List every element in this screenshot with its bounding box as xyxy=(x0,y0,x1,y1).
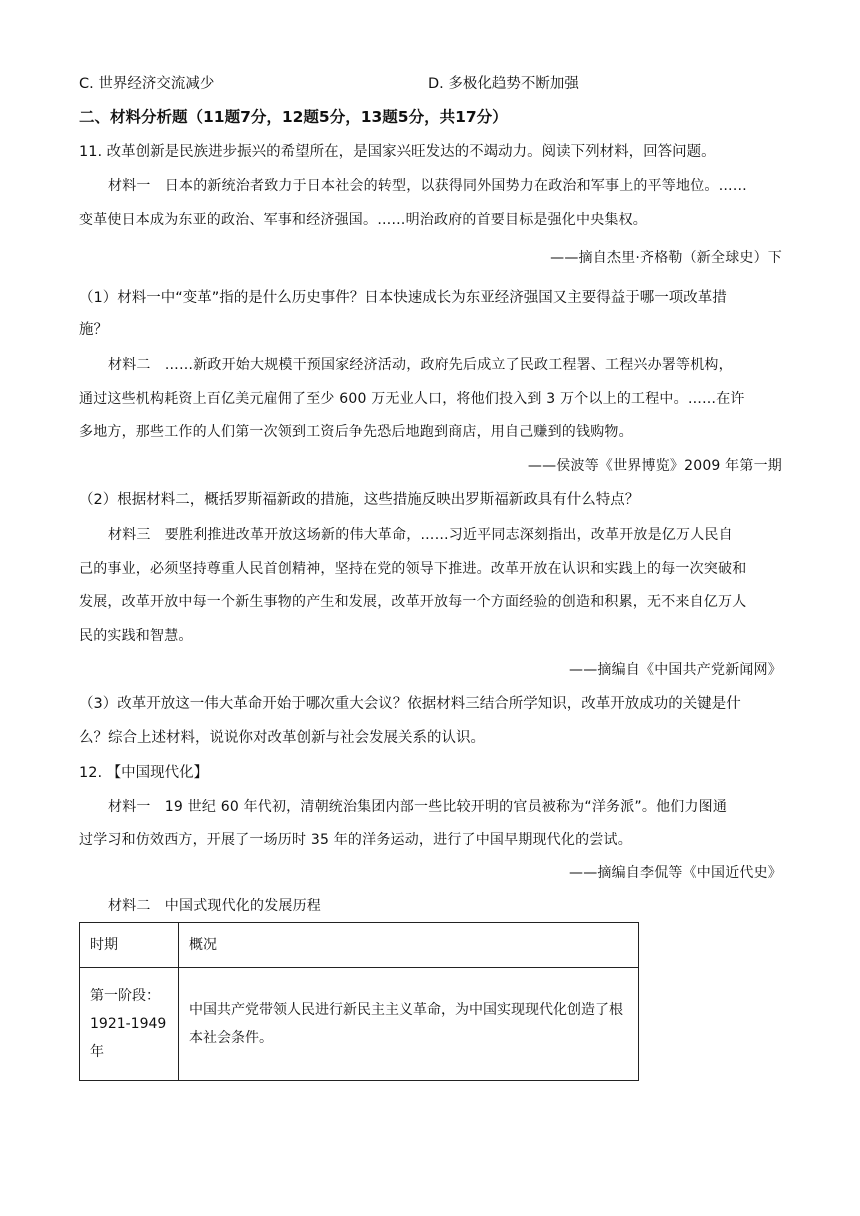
q12-material-1-line-1: 材料一 19 世纪 60 年代初，清朝统治集团内部一些比较开明的官员被称为“洋务派”。他们力图通 xyxy=(108,799,728,815)
q12-material-2-title: 材料二 中国式现代化的发展历程 xyxy=(108,898,321,914)
table-cell-period: 第一阶段：1921-1949 年 xyxy=(80,968,179,1081)
q11-question-1-line-1: （1）材料一中“变革”指的是什么历史事件？日本快速成长为东亚经济强国又主要得益于哪一项改革措 xyxy=(79,290,727,306)
q11-material-3-line-2: 己的事业，必须坚持尊重人民首创精神，坚持在党的领导下推进。改革开放在认识和实践上的每一次突破和 xyxy=(79,561,747,577)
q11-material-1-line-1: 材料一 日本的新统治者致力于日本社会的转型，以获得同外国势力在政治和军事上的平等地位。…… xyxy=(108,178,747,194)
q12-stem: 12. 【中国现代化】 xyxy=(79,765,209,781)
table-header-row xyxy=(80,923,639,968)
q11-material-1-line-2: 变革使日本成为东亚的政治、军事和经济强国。……明治政府的首要目标是强化中央集权。 xyxy=(79,212,647,228)
q12-material-1-source: ——摘编自李侃等《中国近代史》 xyxy=(569,865,782,881)
table-header-period: 时期 xyxy=(80,923,179,968)
q12-material-1-line-2: 过学习和仿效西方，开展了一场历时 35 年的洋务运动，进行了中国早期现代化的尝试。 xyxy=(79,832,632,848)
section-title: 二、材料分析题（11题7分，12题5分，13题5分，共17分） xyxy=(79,108,508,126)
q11-material-3-line-3: 发展，改革开放中每一个新生事物的产生和发展，改革开放每一个方面经验的创造和积累，无不来自亿万人 xyxy=(79,594,747,610)
option-d: D. 多极化趋势不断加强 xyxy=(428,76,579,92)
q11-material-1-source: ——摘自杰里·齐格勒（新全球史）下 xyxy=(550,250,782,266)
q11-question-3-line-2: 么？综合上述材料，说说你对改革创新与社会发展关系的认识。 xyxy=(79,730,485,746)
q11-material-3-line-1: 材料三 要胜利推进改革开放这场新的伟大革命，……习近平同志深刻指出，改革开放是亿万人民自 xyxy=(108,527,733,543)
q11-material-2-line-2: 通过这些机构耗资上百亿美元雇佣了至少 600 万无业人口，将他们投入到 3 万个以上的工程中。……在许 xyxy=(79,391,745,407)
table-header-overview: 概况 xyxy=(179,923,639,968)
table-row xyxy=(80,968,639,1081)
q11-material-2-source: ——侯波等《世界博览》2009 年第一期 xyxy=(527,458,782,474)
q11-question-3-line-1: （3）改革开放这一伟大革命开始于哪次重大会议？依据材料三结合所学知识，改革开放成功的关键是什 xyxy=(79,696,741,712)
table-cell-overview: 中国共产党带领人民进行新民主主义革命，为中国实现现代化创造了根本社会条件。 xyxy=(179,968,639,1081)
q11-material-3-line-4: 民的实践和智慧。 xyxy=(79,628,193,644)
q11-question-1-line-2: 施？ xyxy=(79,322,108,338)
q11-material-3-source: ——摘编自《中国共产党新闻网》 xyxy=(569,662,782,678)
q11-question-2: （2）根据材料二，概括罗斯福新政的措施，这些措施反映出罗斯福新政具有什么特点？ xyxy=(79,492,640,508)
q11-material-2-line-3: 多地方，那些工作的人们第一次领到工资后争先恐后地跑到商店，用自己赚到的钱购物。 xyxy=(79,424,633,440)
modernization-table xyxy=(79,922,639,1081)
q11-material-2-line-1: 材料二 ……新政开始大规模干预国家经济活动，政府先后成立了民政工程署、工程兴办署等机构， xyxy=(108,357,733,373)
option-c: C. 世界经济交流减少 xyxy=(79,76,215,92)
q11-stem: 11. 改革创新是民族进步振兴的希望所在，是国家兴旺发达的不竭动力。阅读下列材料，回答问题。 xyxy=(79,144,716,160)
